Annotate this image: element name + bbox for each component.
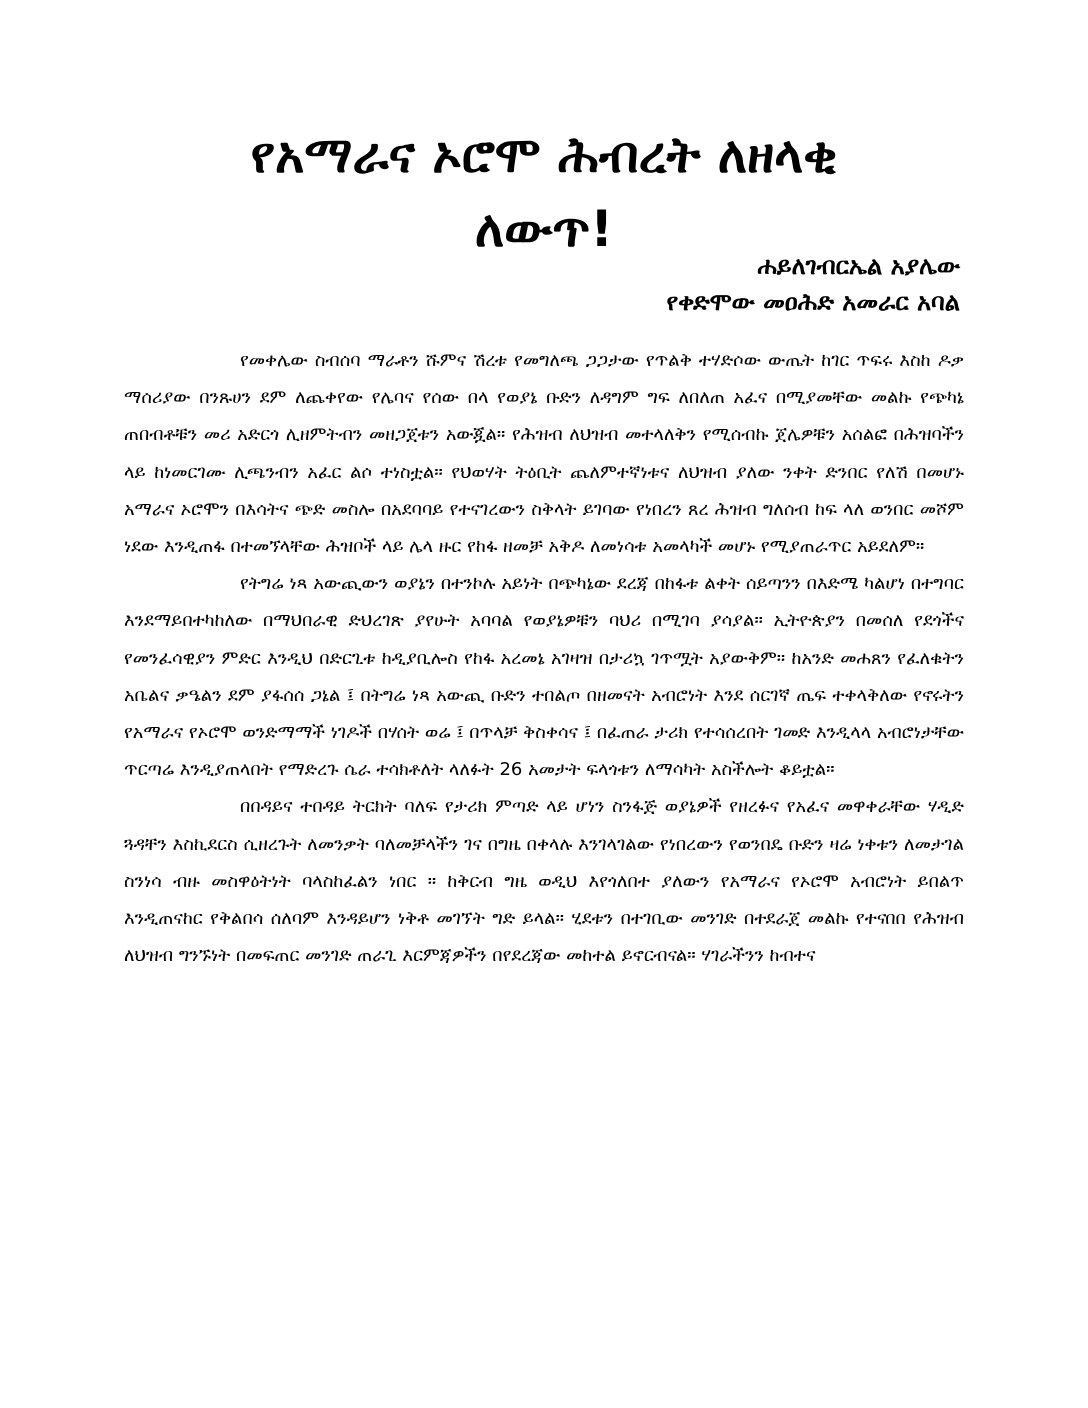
paragraph: በበዳይና ተበዳይ ትርክት ባለፍ የታሪክ ምጣድ ላይ ሆነን ስንፋጅ ወያኔዎች የዘረፉና የአፈና መዋቀራቸው ሃዲድ ጓዳቸን እስኪደርስ ሲዘረጉት ለመንቃት ባለመቻላችን ገና በግዜ በቀላሉ እንገላገልው የነበረውን የወንበዴ ቡድን ዛሬ ነቀቱን ለመታገል ስንነሳ ብዙ መስዋዕትነት ባላስከፈልን ነበር ። ከቅርብ ግዜ ወዲህ እየጎለበተ ያለውን የአማራና የኦሮሞ አብሮነት ይበልጥ እንዲጠናከር የቅልበሳ ሰለባም እንዳይሆን ነቅቶ መገኘት ግድ ይላል። ሂደቱን በተገቢው መንገድ በተደራጀ መልኩ የተናበበ የሕዝብ ለህዝብ ግንኙነት በመፍጠር መንገድ ጠራጊ እርምጃዎችን በየደረጃው መከተል ይኖርብናል። ሃገራችንን ከብተና	[124, 796, 964, 967]
author-role: የቀድሞው መዐሕድ አመራር አባል	[666, 288, 960, 316]
byline	[666, 248, 960, 320]
paragraph: የመቀሌው ስብሰባ ማራቶን ሹምና ሽረቱ የመግለጫ ጋጋታው የጥልቅ ተሃድሶው ውጤት ከገር ጥፍሩ እስከ ዶቃ ማሰሪያው በንጹሀን ደም ለጨቀየው የሌባና የሰው በላ የወያኔ ቡድን ለዳግም ግፍ ለበለጠ አፈና በሚያመቸው መልኩ የጭካኔ ጠበብቶቹን መሪ አድርጎ ሊዘምትብን መዘጋጀቱን አውጇል። የሕዝብ ለህዝብ መተላለቅን የሚሰብኩ ጀሌዎቹን አሰልፎ በሕዝባችን ላይ ከነመርገሙ ሊጫንብን አፈር ልሶ ተነስቷል። የህወሃት ትዕቢት ጨለምተኛነቱና ለህዝብ ያለው ንቀት ድንበር የለሽ በመሆኑ አማራና ኦሮሞን በእሳትና ጭድ መስሎ በአደባባይ የተናገረውን ስቅላት ይገባው የነበረን ጸረ ሕዝብ ግለሰብ ከፍ ላለ ወንበር መሾም ነደው እንዲጠፋ በተመኘላቸው ሕዝቦች ላይ ሌላ ዙር የከፋ ዘመቻ አቅዶ ለመነሳቱ አመላካች መሆኑ የሚያጠራጥር አይደለም።	[124, 350, 964, 558]
title-line-2: ለውጥ!	[474, 200, 614, 258]
author-name: ሐይለገብርኤል አያሌው	[757, 252, 960, 280]
paragraph: የትግሬ ነጻ አውጪውን ወያኔን በተንኮሉ አይነት በጭካኔው ደረጃ በከፋቱ ልቀት ሰይጣንን በእድሜ ካልሆነ በተግባር እንደማይበተካከለው በማህበራዊ ድህረገጽ ያየሁት አባባል የወያኔዎቹን ባህሪ በሚገባ ያሳያል። ኢትዮጵያን በመሰለ የደጎችና የመንፈሳዊያን ምድር እንዲህ በድርጊቱ ከዲያቢሎስ የከፋ አረመኔ አገዛዝ በታሪኳ ገጥሟት አያውቅም። ከአንድ መሐጸን የፈለቁትን አቤልና ቃዔልን ደም ያፋሰሰ ጋኔል ፤ በትግሬ ነጻ አውጪ ቡድን ተበልጦ በዘመናት አብሮነት እንደ ሰርገኛ ጤፍ ተቀላቅለው የኖሩትን የአማራና የኦሮሞ ወንድማማች ነገዶች በሃሰት ወሬ ፤ በጥላቻ ቅስቀሳና ፤ በፈጠራ ታሪክ የተሳሰረበት ገመድ እንዲላላ አብሮነታቸው ጥርጣሬ እንዲያጠላበት የማድረጉ ሴራ ተሳክቶለት ላለፉት 26 አመታት ፍላጎቱን ለማሳካት አስችሎት ቆይቷል።	[124, 573, 965, 781]
title-line-1: የአማራና ኦሮሞ ሕብረት ለዘላቂ	[250, 126, 838, 184]
document-title	[120, 118, 968, 266]
article-body	[124, 342, 964, 974]
